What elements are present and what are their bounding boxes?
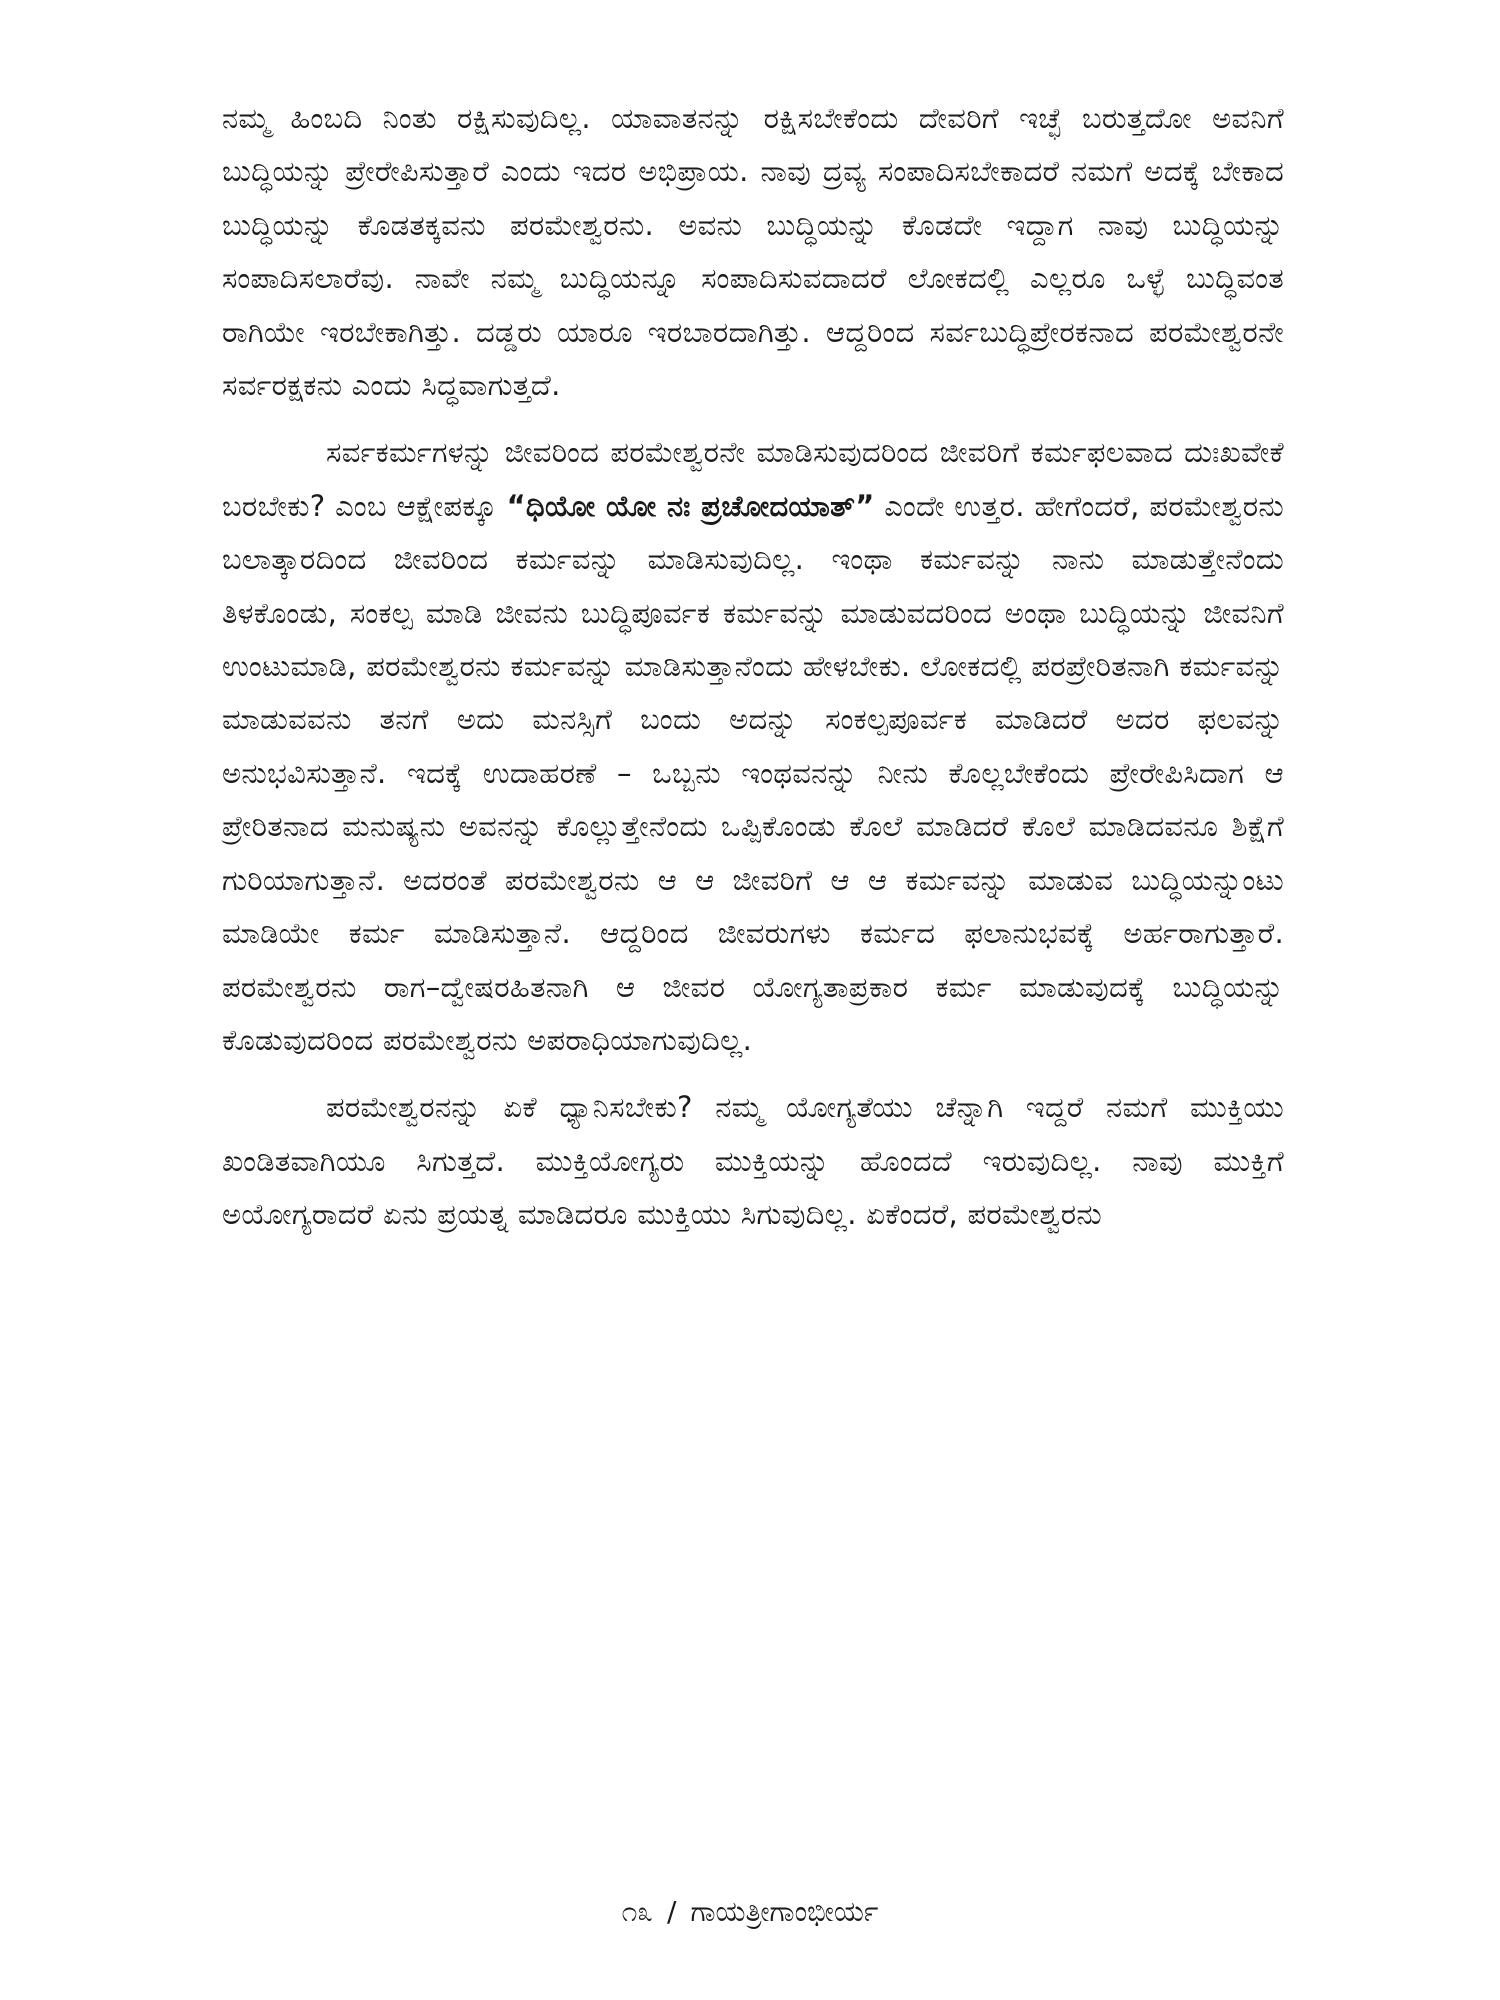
paragraph-2-body: ಎಂದೇ ಉತ್ತರ. ಹೇಗೆಂದರೆ, ಪರಮೇಶ್ವರನು ಬಲಾತ್ಕಾರದಿಂದ ಜೀವರಿಂದ ಕರ್ಮವನ್ನು ಮಾಡಿಸುವುದಿಲ್ಲ. ಇಂಥಾ ಕರ್ಮವನ್ನು ನಾನು ಮಾಡುತ್ತೇನೆಂದು ತಿಳಕೊಂಡು, ಸಂಕಲ್ಪ ಮಾಡಿ ಜೀವನು ಬುದ್ಧಿಪೂರ್ವಕ ಕರ್ಮವನ್ನು ಮಾಡುವದರಿಂದ ಅಂಥಾ ಬುದ್ಧಿಯನ್ನು ಜೀವನಿಗೆ ಉಂಟುಮಾಡಿ, ಪರಮೇಶ್ವರನು ಕರ್ಮವನ್ನು ಮಾಡಿಸುತ್ತಾನೆಂದು ಹೇಳಬೇಕು. ಲೋಕದಲ್ಲಿ ಪರಪ್ರೇರಿತನಾಗಿ ಕರ್ಮವನ್ನು ಮಾಡುವವನು ತನಗೆ ಅದು ಮನಸ್ಸಿಗೆ ಬಂದು ಅದನ್ನು ಸಂಕಲ್ಪಪೂರ್ವಕ ಮಾಡಿದರೆ ಅದರ ಫಲವನ್ನು ಅನುಭವಿಸುತ್ತಾನೆ. ಇದಕ್ಕೆ ಉದಾಹರಣೆ – ಒಬ್ಬನು ಇಂಥವನನ್ನು ನೀನು ಕೊಲ್ಲಬೇಕೆಂದು ಪ್ರೇರೇಪಿಸಿದಾಗ ಆ ಪ್ರೇರಿತನಾದ ಮನುಷ್ಯನು ಅವನನ್ನು ಕೊಲ್ಲುತ್ತೇನೆಂದು ಒಪ್ಪಿಕೊಂಡು ಕೊಲೆ ಮಾಡಿದರೆ ಕೊಲೆ ಮಾಡಿದವನೂ ಶಿಕ್ಷೆಗೆ ಗುರಿಯಾಗುತ್ತಾನೆ. ಅದರಂತೆ ಪರಮೇಶ್ವರನು ಆ ಆ ಜೀವರಿಗೆ ಆ ಆ ಕರ್ಮವನ್ನು ಮಾಡುವ ಬುದ್ಧಿಯನ್ನುಂಟು ಮಾಡಿಯೇ ಕರ್ಮ ಮಾಡಿಸುತ್ತಾನೆ. ಆದ್ದರಿಂದ ಜೀವರುಗಳು ಕರ್ಮದ ಫಲಾನುಭವಕ್ಕೆ ಅರ್ಹರಾಗುತ್ತಾರೆ. ಪರಮೇಶ್ವರನು ರಾಗ–ದ್ವೇಷರಹಿತನಾಗಿ ಆ ಜೀವರ ಯೋಗ್ಯತಾಪ್ರಕಾರ ಕರ್ಮ ಮಾಡುವುದಕ್ಕೆ ಬುದ್ಧಿಯನ್ನು ಕೊಡುವುದರಿಂದ ಪರಮೇಶ್ವರನು ಅಪರಾಧಿಯಾಗುವುದಿಲ್ಲ. — [222, 488, 1284, 1057]
book-title: ಗಾಯತ್ರೀಗಾಂಭೀರ್ಯ — [690, 1895, 879, 1928]
page-footer — [0, 1895, 1500, 1929]
paragraph-1: ನಮ್ಮ ಹಿಂಬದಿ ನಿಂತು ರಕ್ಷಿಸುವುದಿಲ್ಲ. ಯಾವಾತನನ್ನು ರಕ್ಷಿಸಬೇಕೆಂದು ದೇವರಿಗೆ ಇಚ್ಛೆ ಬರುತ್ತದೋ ಅವನಿಗೆ ಬುದ್ಧಿಯನ್ನು ಪ್ರೇರೇಪಿಸುತ್ತಾರೆ ಎಂದು ಇದರ ಅಭಿಪ್ರಾಯ. ನಾವು ದ್ರವ್ಯ ಸಂಪಾದಿಸಬೇಕಾದರೆ ನಮಗೆ ಅದಕ್ಕೆ ಬೇಕಾದ ಬುದ್ಧಿಯನ್ನು ಕೊಡತಕ್ಕವನು ಪರಮೇಶ್ವರನು. ಅವನು ಬುದ್ಧಿಯನ್ನು ಕೊಡದೇ ಇದ್ದಾಗ ನಾವು ಬುದ್ಧಿಯನ್ನು ಸಂಪಾದಿಸಲಾರೆವು. ನಾವೇ ನಮ್ಮ ಬುದ್ಧಿಯನ್ನೂ ಸಂಪಾದಿಸುವದಾದರೆ ಲೋಕದಲ್ಲಿ ಎಲ್ಲರೂ ಒಳ್ಳೆ ಬುದ್ಧಿವಂತ ರಾಗಿಯೇ ಇರಬೇಕಾಗಿತ್ತು. ದಡ್ಡರು ಯಾರೂ ಇರಬಾರದಾಗಿತ್ತು. ಆದ್ದರಿಂದ ಸರ್ವಬುದ್ಧಿಪ್ರೇರಕನಾದ ಪರಮೇಶ್ವರನೇ ಸರ್ವರಕ್ಷಕನು ಎಂದು ಸಿದ್ಧವಾಗುತ್ತದೆ. — [222, 101, 1284, 403]
gayatri-quote: “ಧಿಯೋ ಯೋ ನಃ ಪ್ರಚೋದಯಾತ್” — [506, 488, 875, 523]
page-number: ೧೩ — [621, 1895, 653, 1928]
paragraph-2 — [222, 426, 1284, 1067]
document-page — [222, 92, 1284, 1242]
paragraph-2-intro: ಸರ್ವಕರ್ಮಗಳನ್ನು ಜೀವರಿಂದ ಪರಮೇಶ್ವರನೇ ಮಾಡಿಸುವುದರಿಂದ ಜೀವರಿಗೆ ಕರ್ಮಫಲವಾದ ದುಃಖವೇಕೆ ಬರಬೇಕು? ಎಂಬ ಆಕ್ಷೇಪಕ್ಕೂ — [222, 435, 1284, 523]
footer-separator: / — [667, 1895, 677, 1928]
paragraph-3: ಪರಮೇಶ್ವರನನ್ನು ಏಕೆ ಧ್ಯಾನಿಸಬೇಕು? ನಮ್ಮ ಯೋಗ್ಯತೆಯು ಚೆನ್ನಾಗಿ ಇದ್ದರೆ ನಮಗೆ ಮುಕ್ತಿಯು ಖಂಡಿತವಾಗಿಯೂ ಸಿಗುತ್ತದೆ. ಮುಕ್ತಿಯೋಗ್ಯರು ಮುಕ್ತಿಯನ್ನು ಹೊಂದದೆ ಇರುವುದಿಲ್ಲ. ನಾವು ಮುಕ್ತಿಗೆ ಅಯೋಗ್ಯರಾದರೆ ಏನು ಪ್ರಯತ್ನ ಮಾಡಿದರೂ ಮುಕ್ತಿಯು ಸಿಗುವುದಿಲ್ಲ. ಏಕೆಂದರೆ, ಪರಮೇಶ್ವರನು — [222, 1090, 1284, 1232]
